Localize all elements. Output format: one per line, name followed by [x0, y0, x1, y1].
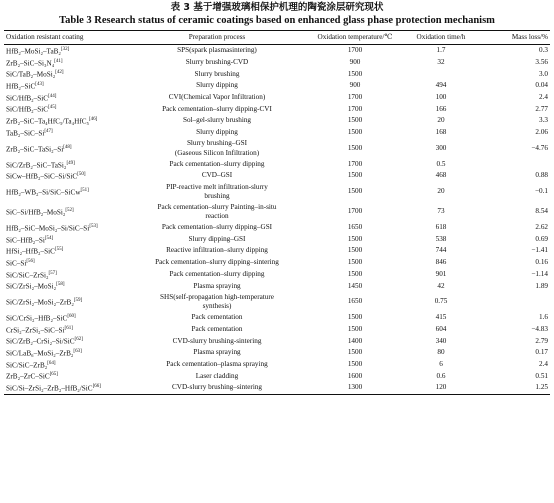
temperature-cell: 1700 — [347, 207, 363, 216]
time-cell: 42 — [437, 281, 445, 290]
table-row — [4, 68, 550, 80]
table-row — [4, 269, 550, 281]
table-row — [4, 312, 550, 324]
process-cell: Slurry brushing — [194, 69, 240, 78]
header-mass-loss: Mass loss/% — [476, 31, 550, 45]
coating-cell: SiC/ZrB₂–CrSi₂–Si/SiC[62] — [6, 337, 83, 346]
mass-loss-cell: −4.83 — [531, 324, 548, 333]
table-row — [4, 159, 550, 171]
table-row — [4, 139, 550, 159]
process-cell: CVD–GSI — [201, 171, 233, 180]
table-row — [4, 57, 550, 69]
process-cell: SHS(self-propagation high-temperature synthesis) — [160, 292, 274, 310]
mass-loss-cell: 3.3 — [539, 116, 548, 125]
coating-cell: SiC/SiC–ZrSi₂[57] — [6, 270, 57, 280]
process-cell: Pack cementation–slurry dipping–sintering — [155, 258, 279, 267]
coating-cell: ZrB₂–ZrC–SiC[65] — [6, 372, 58, 381]
mass-loss-cell: 2.79 — [535, 336, 548, 345]
mass-loss-cell: 2.4 — [539, 92, 548, 101]
coating-cell: HfSi₂–HfB₂–SiC[55] — [6, 247, 64, 256]
mass-loss-cell: 0.04 — [535, 81, 548, 90]
table-row — [4, 359, 550, 371]
coating-cell: SiCw–HfB₂–SiC–Si/SiC[50] — [6, 172, 86, 181]
temperature-cell: 900 — [349, 57, 361, 66]
table-row — [4, 324, 550, 336]
time-cell: 168 — [435, 128, 447, 136]
table-header-row — [4, 31, 550, 45]
process-cell: Plasma spraying — [193, 281, 241, 290]
mass-loss-cell: 3.56 — [535, 57, 548, 66]
table-container — [4, 30, 550, 395]
mass-loss-cell: 0.69 — [535, 234, 548, 243]
time-cell: 300 — [435, 143, 447, 152]
table-caption-english: Table 3 Research status of ceramic coatings based on enhanced glass phase protection mechanism — [59, 15, 495, 26]
process-cell: Pack cementation–plasma spraying — [166, 359, 268, 368]
coating-cell: SiC–Si[56] — [6, 258, 35, 268]
process-cell: Sol–gel-slurry brushing — [182, 116, 252, 125]
time-cell: 340 — [435, 336, 447, 345]
process-cell: Pack cementation–slurry Painting–in-situ reaction — [157, 202, 277, 220]
table-row — [4, 182, 550, 202]
mass-loss-cell — [476, 159, 550, 171]
coating-cell: SiC/HfB₂–SiC[45] — [6, 105, 57, 114]
mass-loss-cell: 1.6 — [539, 313, 548, 322]
time-cell — [406, 68, 476, 80]
time-cell: 166 — [435, 104, 447, 113]
table-row — [4, 45, 550, 57]
time-cell: 20 — [437, 187, 445, 196]
table-caption-chinese: 表 3 基于增强玻璃相保护机理的陶瓷涂层研究现状 — [170, 2, 384, 13]
header-time: Oxidation time/h — [406, 31, 476, 45]
coating-cell: HfB₂–SiC[43] — [6, 82, 44, 91]
time-cell: 0.75 — [434, 297, 448, 306]
time-cell: 0.5 — [436, 159, 446, 168]
process-cell: Slurry brushing–GSI (Gaseous Silicon Infiltration) — [174, 139, 260, 157]
table-row — [4, 370, 550, 382]
time-cell: 494 — [435, 81, 447, 90]
process-cell: Laser cladding — [195, 371, 239, 380]
coating-cell: SiC/TaB₂–MoSi₂[42] — [6, 70, 64, 79]
process-cell: CVD-slurry brushing-sintering — [172, 336, 262, 345]
time-cell: 80 — [437, 348, 445, 357]
table-row — [4, 382, 550, 394]
time-cell: 604 — [435, 324, 447, 333]
mass-loss-cell: 2.62 — [535, 223, 548, 232]
process-cell: Slurry dipping — [196, 128, 238, 136]
process-cell: PIP-reactive melt infiltration-slurry brushing — [166, 182, 268, 200]
temperature-cell: 1500 — [347, 258, 363, 267]
temperature-cell: 1500 — [347, 128, 363, 136]
mass-loss-cell: 0.17 — [535, 348, 548, 357]
coating-research-table — [4, 31, 550, 394]
coating-cell: HfB₂–WB₂–Si/SiC–SiCw[51] — [6, 188, 89, 197]
table-row — [4, 92, 550, 104]
table-row — [4, 127, 550, 139]
process-cell: Pack cementation–slurry dipping — [169, 269, 265, 278]
temperature-cell: 1500 — [347, 313, 363, 322]
process-cell: Pack cementation–slurry dipping–GSI — [161, 223, 273, 232]
header-process: Preparation process — [130, 31, 304, 45]
coating-cell: SiC/ZrB₂–SiC–TaSi₂[49] — [6, 160, 75, 169]
temperature-cell: 1500 — [347, 187, 363, 196]
coating-cell: HfB₂–SiC–MoSi₂–Si/SiC–Si[53] — [6, 223, 98, 233]
time-cell: 415 — [435, 313, 447, 322]
process-cell: Pack cementation — [191, 324, 243, 333]
temperature-cell: 1500 — [347, 234, 363, 243]
temperature-cell: 1450 — [347, 281, 363, 290]
time-cell: 73 — [437, 207, 445, 216]
process-cell: Slurry dipping–GSI — [188, 234, 246, 243]
process-cell: Plasma spraying — [193, 348, 241, 357]
mass-loss-cell: 0.51 — [535, 371, 548, 380]
header-coating: Oxidation resistant coating — [4, 31, 130, 45]
time-cell: 846 — [435, 258, 447, 267]
temperature-cell: 900 — [349, 81, 361, 90]
temperature-cell: 1700 — [347, 46, 363, 55]
mass-loss-cell: 0.3 — [539, 46, 548, 55]
header-temperature: Oxidation temperature/℃ — [304, 31, 406, 45]
time-cell: 6 — [439, 359, 443, 368]
coating-cell: SiC/ZrSi₂–MoSi₂[58] — [6, 282, 65, 291]
coating-cell: ZrB₂–SiC–Ta₄HfC₅/Ta₄HfC₅[46] — [6, 117, 98, 126]
mass-loss-cell: 8.54 — [535, 207, 548, 216]
time-cell: 120 — [435, 383, 447, 392]
time-cell: 32 — [437, 57, 445, 66]
table-row — [4, 103, 550, 115]
time-cell: 1.7 — [436, 46, 446, 55]
temperature-cell: 1600 — [347, 371, 363, 380]
process-cell: Pack cementation–slurry dipping — [169, 159, 265, 168]
coating-cell: CrSi₂–ZrSi₂–SiC–Si[61] — [6, 325, 73, 335]
table-row — [4, 170, 550, 182]
coating-cell: SiC–HfB₂–Si[54] — [6, 235, 54, 244]
table-row — [4, 347, 550, 359]
temperature-cell: 1500 — [347, 171, 363, 180]
coating-cell: ZrB₂–SiC–Si₃N₄[41] — [6, 58, 63, 68]
time-cell: 468 — [435, 171, 447, 180]
process-cell: Pack cementation — [191, 313, 243, 322]
mass-loss-cell: −0.1 — [534, 187, 548, 196]
table-row — [4, 292, 550, 312]
coating-cell: SiC/Si–ZrSi₂–ZrB₂–HfB₂/SiC[66] — [6, 384, 101, 393]
temperature-cell: 1500 — [347, 324, 363, 333]
temperature-cell: 1500 — [347, 116, 363, 125]
temperature-cell: 1500 — [347, 69, 363, 78]
mass-loss-cell — [476, 292, 550, 312]
mass-loss-cell: −1.41 — [531, 246, 548, 255]
table-row — [4, 202, 550, 222]
mass-loss-cell: −4.76 — [531, 143, 548, 152]
process-cell: Slurry dipping — [196, 81, 238, 90]
temperature-cell: 1500 — [347, 269, 363, 278]
mass-loss-cell: 2.4 — [539, 359, 548, 368]
temperature-cell: 1500 — [347, 143, 363, 152]
temperature-cell: 1700 — [347, 159, 363, 168]
time-cell: 538 — [435, 234, 447, 243]
mass-loss-cell: 3.0 — [539, 69, 548, 78]
mass-loss-cell: 2.77 — [535, 104, 548, 113]
coating-cell: SiC/HfB₂–SiC[44] — [6, 93, 57, 103]
process-cell: SPS(spark plasmasintering) — [177, 46, 257, 55]
temperature-cell: 1500 — [347, 246, 363, 255]
temperature-cell: 1650 — [347, 223, 363, 232]
table-row — [4, 335, 550, 347]
time-cell: 20 — [437, 116, 445, 125]
process-cell: Reactive infiltration–slurry dipping — [166, 246, 268, 255]
coating-cell: SiC/CrSi₂–HfB₂–SiC[60] — [6, 314, 76, 323]
temperature-cell: 1650 — [347, 297, 363, 306]
temperature-cell: 1700 — [347, 104, 363, 113]
table-row — [4, 234, 550, 246]
process-cell: CVI(Chemical Vapor Infiltration) — [168, 92, 266, 101]
process-cell: Pack cementation–slurry dipping-CVI — [162, 104, 272, 113]
table-row — [4, 257, 550, 269]
temperature-cell: 1500 — [347, 348, 363, 357]
mass-loss-cell: −1.14 — [531, 269, 548, 278]
mass-loss-cell: 1.89 — [535, 281, 548, 290]
mass-loss-cell: 2.06 — [535, 128, 548, 136]
coating-cell: SiC/LaB₆–MoSi₂–ZrB₂[63] — [6, 349, 82, 358]
table-row — [4, 115, 550, 127]
mass-loss-cell: 1.25 — [535, 383, 548, 392]
temperature-cell: 1700 — [347, 92, 363, 101]
table-body — [4, 45, 550, 394]
process-cell: CVD-slurry brushing–sintering — [171, 383, 263, 392]
time-cell: 100 — [435, 92, 447, 101]
coating-cell: HfB₂–MoSi₂–TaB₂[32] — [6, 47, 70, 56]
time-cell: 901 — [435, 269, 447, 278]
time-cell: 744 — [435, 246, 447, 255]
coating-cell: ZrB₂–SiC–TaSi₂–Si[48] — [6, 144, 72, 154]
coating-cell: SiC/SiC–ZrB₂[64] — [6, 360, 56, 370]
mass-loss-cell: 0.88 — [535, 171, 548, 180]
time-cell: 0.6 — [436, 371, 446, 380]
coating-cell: SiC/ZrSi₂–MoSi₂–ZrB₂[59] — [6, 298, 83, 307]
temperature-cell: 1300 — [347, 383, 363, 392]
table-row — [4, 80, 550, 92]
time-cell: 618 — [435, 223, 447, 232]
process-cell: Slurry brushing-CVD — [185, 57, 249, 66]
temperature-cell: 1400 — [347, 336, 363, 345]
mass-loss-cell: 0.16 — [535, 258, 548, 267]
coating-cell: SiC–Si/HfB₂–MoSi₂[52] — [6, 208, 74, 217]
table-row — [4, 280, 550, 292]
table-row — [4, 222, 550, 234]
coating-cell: TaB₂–SiC–Si[47] — [6, 128, 53, 138]
temperature-cell: 1500 — [347, 359, 363, 368]
table-row — [4, 245, 550, 257]
